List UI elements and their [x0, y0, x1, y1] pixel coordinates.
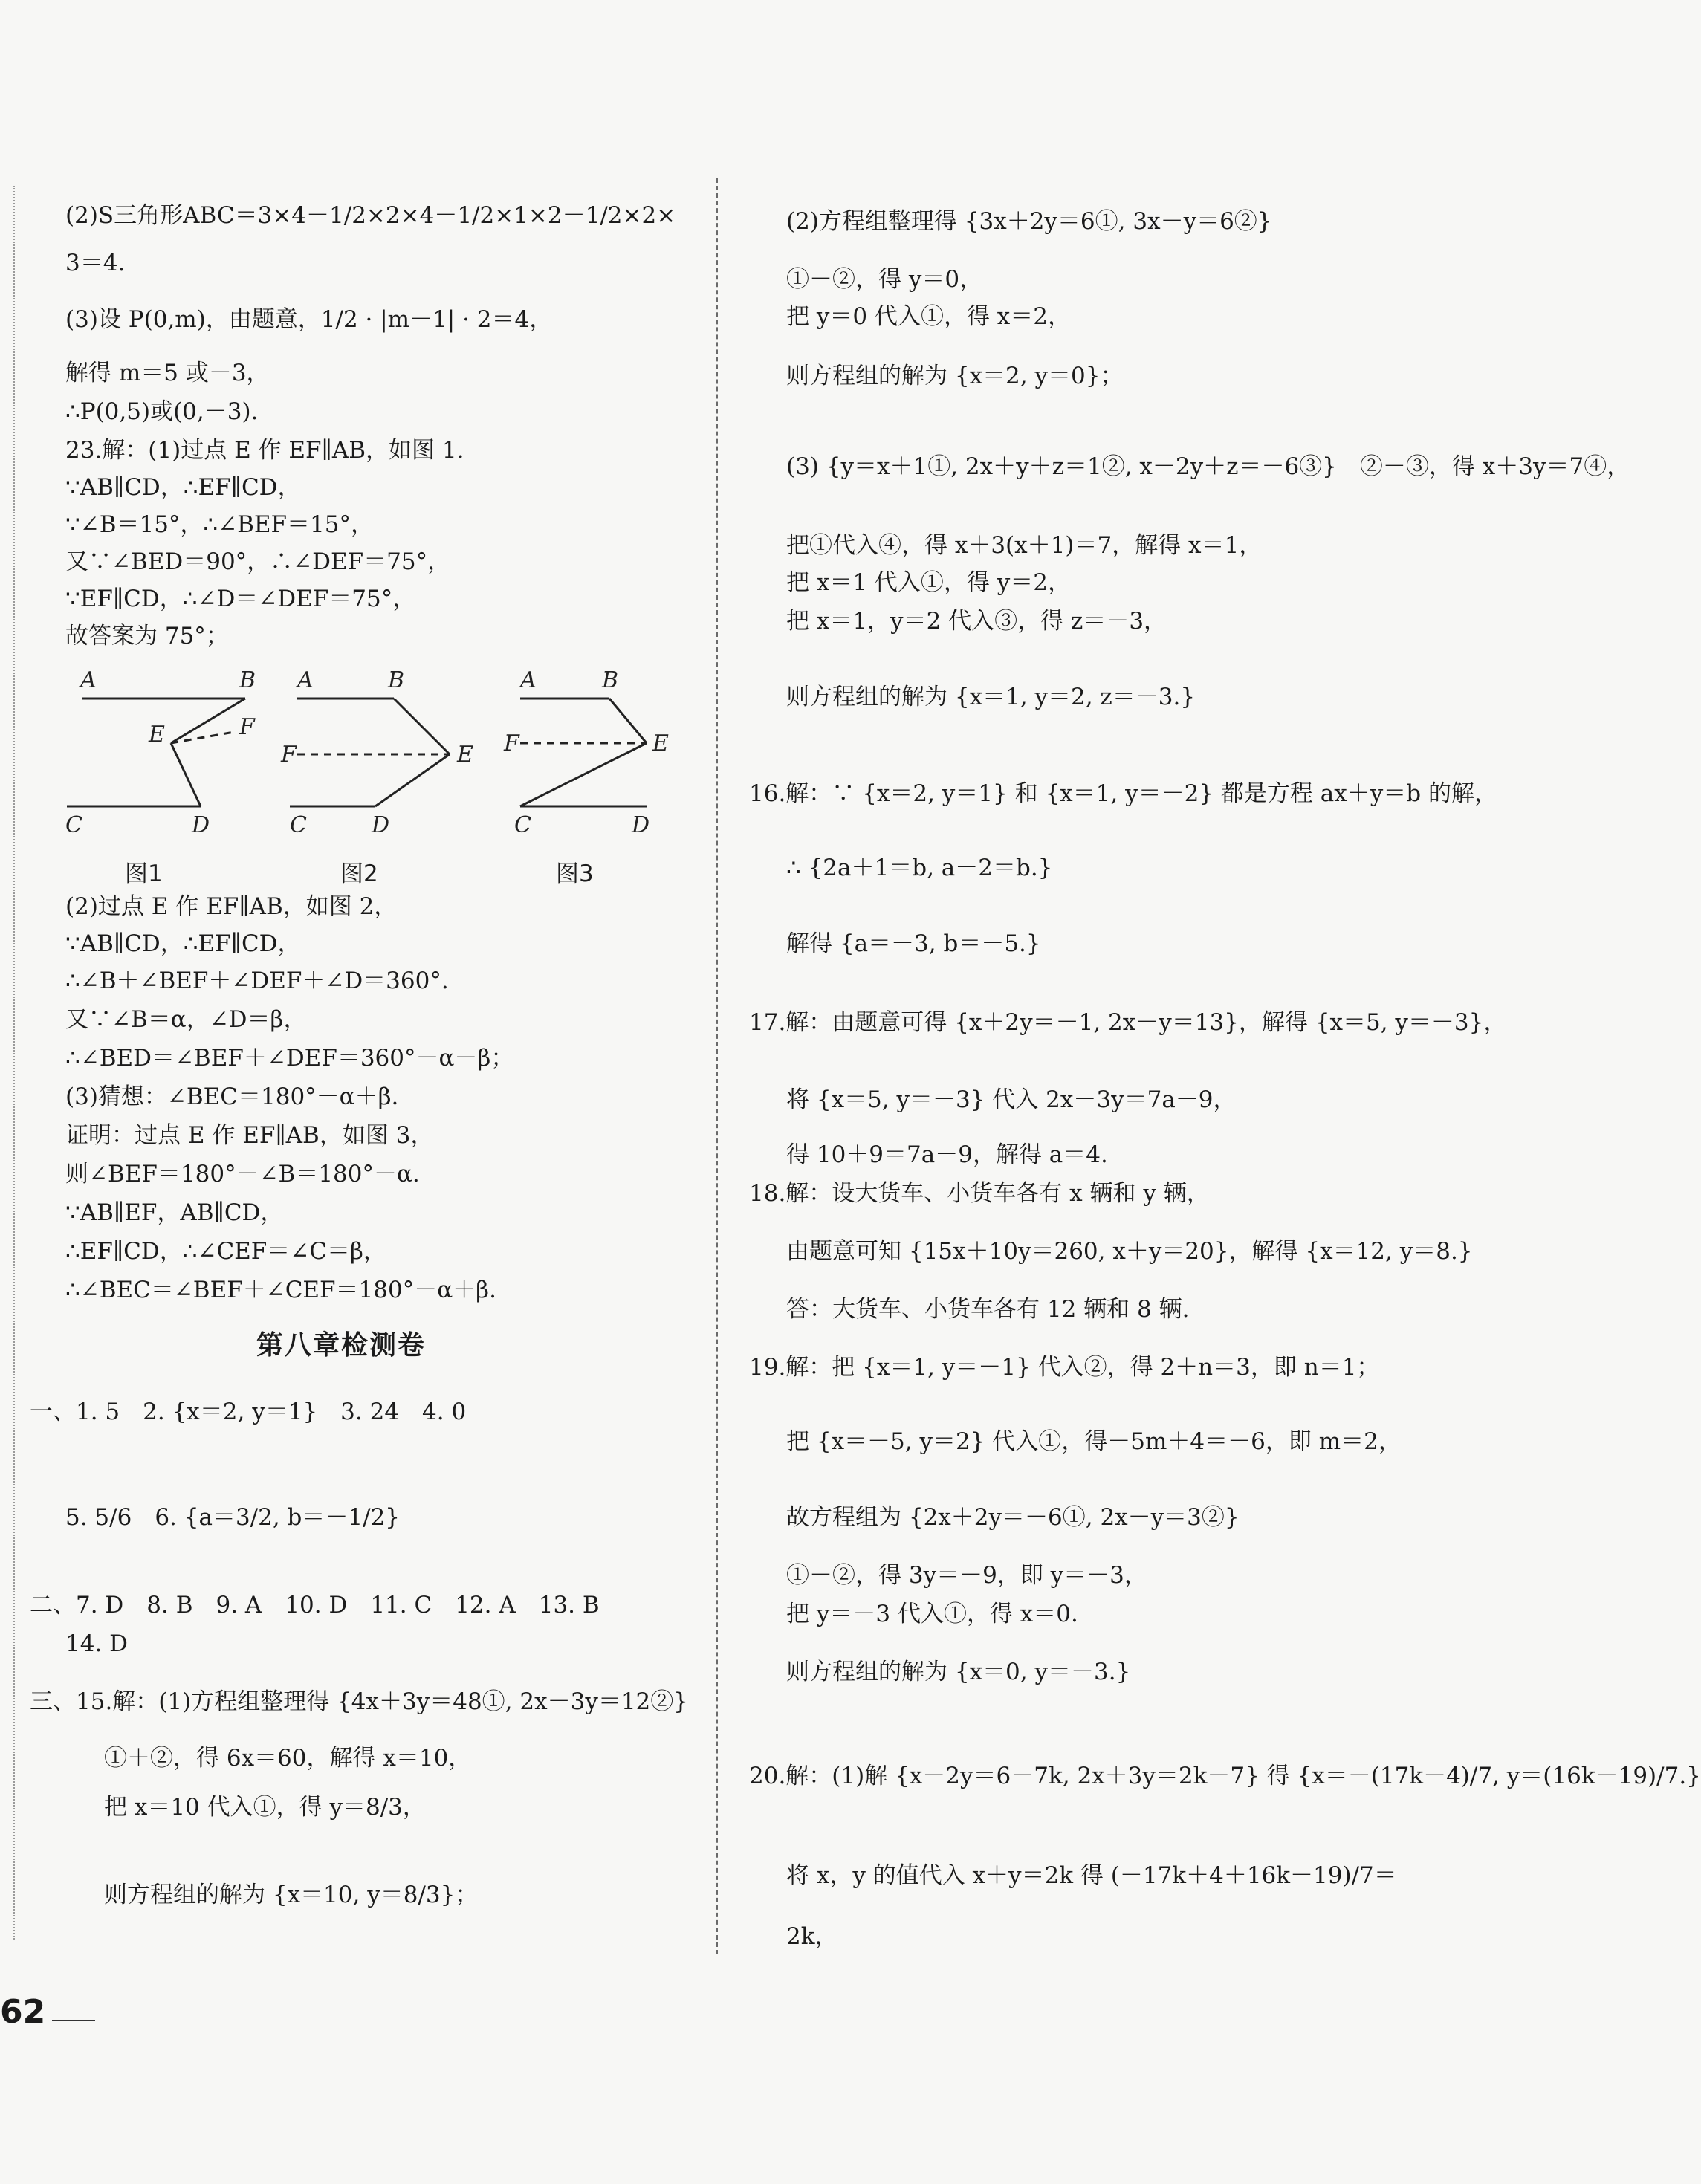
text-line: 18.解：设大货车、小货车各有 x 辆和 y 辆，	[749, 1180, 1210, 1207]
text-line: (2)过点 E 作 EF∥AB，如图 2，	[65, 893, 398, 920]
text-line: 把 x＝1，y＝2 代入③，得 z＝－3，	[786, 608, 1167, 635]
text-line: (3)猜想：∠BEC＝180°－α＋β.	[65, 1083, 399, 1110]
text-line: 把 {x＝－5, y＝2} 代入①，得－5m＋4＝－6，即 m＝2，	[786, 1428, 1402, 1455]
text-line: 三、15.解：(1)方程组整理得 {4x＋3y＝48①, 2x－3y＝12②}	[30, 1688, 688, 1715]
fig2-label: A	[297, 667, 314, 693]
text-line: 将 x，y 的值代入 x＋y＝2k 得 (－17k＋4＋16k－19)/7＝	[786, 1862, 1397, 1889]
text-line: 则∠BEF＝180°－∠B＝180°－α.	[65, 1161, 420, 1187]
text-line: 则方程组的解为 {x＝0, y＝－3.}	[786, 1659, 1131, 1685]
left-margin-rule	[13, 186, 15, 1940]
text-line: ∴∠BED＝∠BEF＋∠DEF＝360°－α－β；	[65, 1045, 514, 1072]
page-number-rule	[52, 2020, 95, 2021]
text-line: ∴∠B＋∠BEF＋∠DEF＋∠D＝360°.	[65, 968, 449, 994]
text-line: ∴P(0,5)或(0,－3).	[65, 398, 259, 425]
text-line: 又∵∠BED＝90°，∴∠DEF＝75°，	[65, 548, 451, 575]
text-line: 解得 {a＝－3, b＝－5.}	[786, 930, 1041, 957]
text-line: 19.解：把 {x＝1, y＝－1} 代入②，得 2＋n＝3，即 n＝1；	[749, 1354, 1380, 1381]
text-line: 由题意可知 {15x＋10y＝260, x＋y＝20}，解得 {x＝12, y＝8.}	[786, 1238, 1473, 1265]
text-line: 把 y＝－3 代入①，得 x＝0.	[786, 1601, 1078, 1627]
figure-caption: 图1	[125, 861, 163, 887]
text-line: 17.解：由题意可得 {x＋2y＝－1, 2x－y＝13}，解得 {x＝5, y＝－3}，	[749, 1009, 1507, 1036]
fig1-line-be	[171, 699, 245, 743]
fig1-label: F	[239, 714, 255, 740]
text-line: 答：大货车、小货车各有 12 辆和 8 辆.	[786, 1296, 1190, 1323]
text-line: ∴∠BEC＝∠BEF＋∠CEF＝180°－α＋β.	[65, 1277, 496, 1303]
column-divider	[716, 178, 718, 1954]
fig1-label: A	[80, 667, 97, 693]
figure-caption: 图2	[340, 861, 378, 887]
fig2-label: E	[457, 742, 473, 768]
text-line: 16.解：∵ {x＝2, y＝1} 和 {x＝1, y＝－2} 都是方程 ax＋y＝b 的解，	[749, 780, 1497, 807]
figure-caption: 图3	[556, 861, 594, 887]
text-line: 则方程组的解为 {x＝10, y＝8/3}；	[104, 1882, 479, 1908]
geometry-figures	[45, 654, 684, 847]
fig2-line-ed	[375, 754, 450, 806]
text-line: ∴EF∥CD，∴∠CEF＝∠C＝β，	[65, 1238, 386, 1265]
text-line: 把①代入④，得 x＋3(x＋1)＝7，解得 x＝1，	[786, 532, 1263, 559]
text-line: ①＋②，得 6x＝60，解得 x＝10，	[104, 1745, 472, 1772]
text-line: 把 x＝1 代入①，得 y＝2，	[786, 569, 1072, 596]
fig3-line-be	[609, 699, 647, 743]
text-line: 3＝4.	[65, 250, 126, 276]
text-line: ∵EF∥CD，∴∠D＝∠DEF＝75°，	[65, 586, 416, 612]
text-line: 把 x＝10 代入①，得 y＝8/3，	[104, 1794, 426, 1821]
text-line: ①－②，得 3y＝－9，即 y＝－3，	[786, 1562, 1147, 1589]
text-line: ∴ {2a＋1＝b, a－2＝b.}	[786, 855, 1053, 881]
text-line: (3) {y＝x＋1①, 2x＋y＋z＝1②, x－2y＋z＝－6③} ②－③，得 x＋3y＝7④，	[786, 453, 1630, 480]
text-line: ①－②，得 y＝0，	[786, 266, 983, 293]
text-line: 故方程组为 {2x＋2y＝－6①, 2x－y＝3②}	[786, 1504, 1240, 1531]
text-line: 5. 5/6 6. {a＝3/2, b＝－1/2}	[65, 1504, 401, 1531]
fig3-label: D	[632, 812, 650, 838]
fig3-label: E	[652, 730, 669, 756]
fig3-line-ec	[520, 743, 647, 806]
fig1-label: C	[65, 812, 82, 838]
text-line: 2k，	[786, 1923, 838, 1950]
fig2-label: F	[281, 742, 297, 768]
fig2-label: D	[372, 812, 390, 838]
fig2-label: B	[388, 667, 405, 693]
section-heading: 第八章检测卷	[256, 1330, 427, 1361]
text-line: ∵AB∥CD，∴EF∥CD，	[65, 474, 301, 501]
text-line: 把 y＝0 代入①，得 x＝2，	[786, 303, 1072, 330]
text-line: 14. D	[65, 1630, 129, 1657]
text-line: 将 {x＝5, y＝－3} 代入 2x－3y＝7a－9，	[786, 1086, 1237, 1113]
text-line: 得 10＋9＝7a－9，解得 a＝4.	[786, 1141, 1108, 1168]
text-line: 故答案为 75°；	[65, 623, 229, 649]
text-line: 解得 m＝5 或－3，	[65, 360, 270, 386]
fig2-label: C	[290, 812, 307, 838]
fig3-label: C	[514, 812, 531, 838]
text-line: ∵AB∥EF，AB∥CD，	[65, 1199, 284, 1226]
text-line: 一、1. 5 2. {x＝2, y＝1} 3. 24 4. 0	[30, 1399, 467, 1425]
text-line: 则方程组的解为 {x＝2, y＝0}；	[786, 363, 1124, 389]
fig1-label: D	[192, 812, 210, 838]
text-line: ∵∠B＝15°，∴∠BEF＝15°，	[65, 511, 374, 538]
text-line: 23.解：(1)过点 E 作 EF∥AB，如图 1.	[65, 437, 464, 464]
text-line: 又∵∠B＝α，∠D＝β，	[65, 1006, 307, 1033]
fig3-label: B	[602, 667, 619, 693]
page-number: 62	[0, 1993, 46, 2031]
text-line: 则方程组的解为 {x＝1, y＝2, z＝－3.}	[786, 684, 1196, 710]
text-line: (3)设 P(0,m)，由题意，1/2 · |m－1| · 2＝4，	[65, 306, 553, 333]
fig1-label: B	[239, 667, 256, 693]
text-line: 证明：过点 E 作 EF∥AB，如图 3，	[65, 1122, 434, 1149]
fig2-line-be	[394, 699, 450, 754]
text-line: ∵AB∥CD，∴EF∥CD，	[65, 930, 301, 957]
text-line: (2)方程组整理得 {3x＋2y＝6①, 3x－y＝6②}	[786, 208, 1272, 235]
fig3-label: A	[520, 667, 537, 693]
fig1-line-ed	[171, 743, 201, 806]
text-line: (2)S三角形ABC＝3×4－1/2×2×4－1/2×1×2－1/2×2×	[65, 202, 676, 229]
fig1-label: E	[149, 722, 165, 748]
text-line: 二、7. D 8. B 9. A 10. D 11. C 12. A 13. B	[30, 1592, 600, 1618]
text-line: 20.解：(1)解 {x－2y＝6－7k, 2x＋3y＝2k－7} 得 {x＝－(17k－4)/7, y＝(16k－19)/7.}	[749, 1763, 1701, 1789]
fig3-label: F	[504, 730, 519, 756]
